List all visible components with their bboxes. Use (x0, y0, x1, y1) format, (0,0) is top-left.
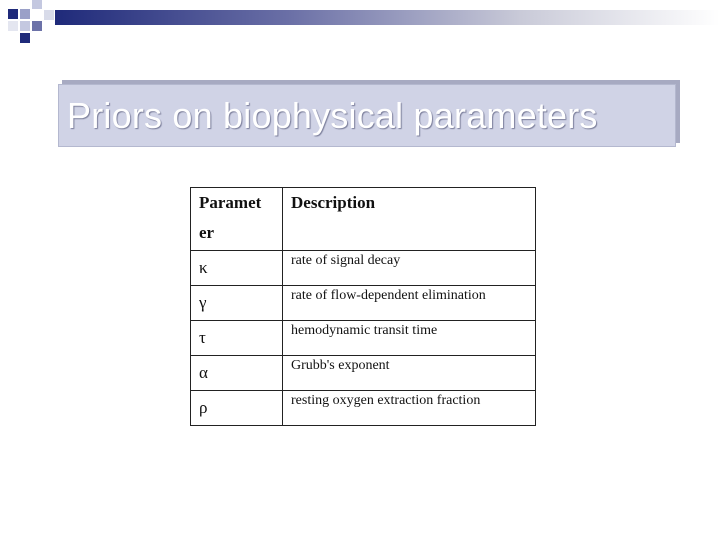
parameter-symbol: κ (191, 251, 283, 286)
slide-title: Priors on biophysical parameters (67, 95, 598, 136)
parameter-description: rate of flow-dependent elimination (283, 286, 536, 321)
table-row (191, 321, 536, 356)
banner-square (44, 10, 54, 20)
banner-square (20, 21, 30, 31)
parameter-symbol: α (191, 356, 283, 391)
header-description: Description (283, 188, 536, 251)
banner-square (8, 21, 18, 31)
parameter-description: hemodynamic transit time (283, 321, 536, 356)
table-row (191, 356, 536, 391)
banner-square (8, 9, 18, 19)
banner-square (20, 9, 30, 19)
banner-square (32, 0, 42, 9)
banner-gradient-bar (55, 10, 720, 25)
parameter-table (190, 187, 536, 426)
parameter-symbol: γ (191, 286, 283, 321)
table-row (191, 391, 536, 426)
table-header-row (191, 188, 536, 251)
parameter-symbol: ρ (191, 391, 283, 426)
title-box (58, 84, 676, 147)
parameter-description: rate of signal decay (283, 251, 536, 286)
header-parameter-label: Paramet er (199, 193, 262, 242)
header-parameter (191, 188, 283, 251)
banner-square (32, 21, 42, 31)
parameter-description: Grubb's exponent (283, 356, 536, 391)
parameter-description: resting oxygen extraction fraction (283, 391, 536, 426)
banner-square (20, 33, 30, 43)
top-banner-decoration (0, 0, 720, 48)
table-row (191, 251, 536, 286)
table-row (191, 286, 536, 321)
parameter-symbol: τ (191, 321, 283, 356)
